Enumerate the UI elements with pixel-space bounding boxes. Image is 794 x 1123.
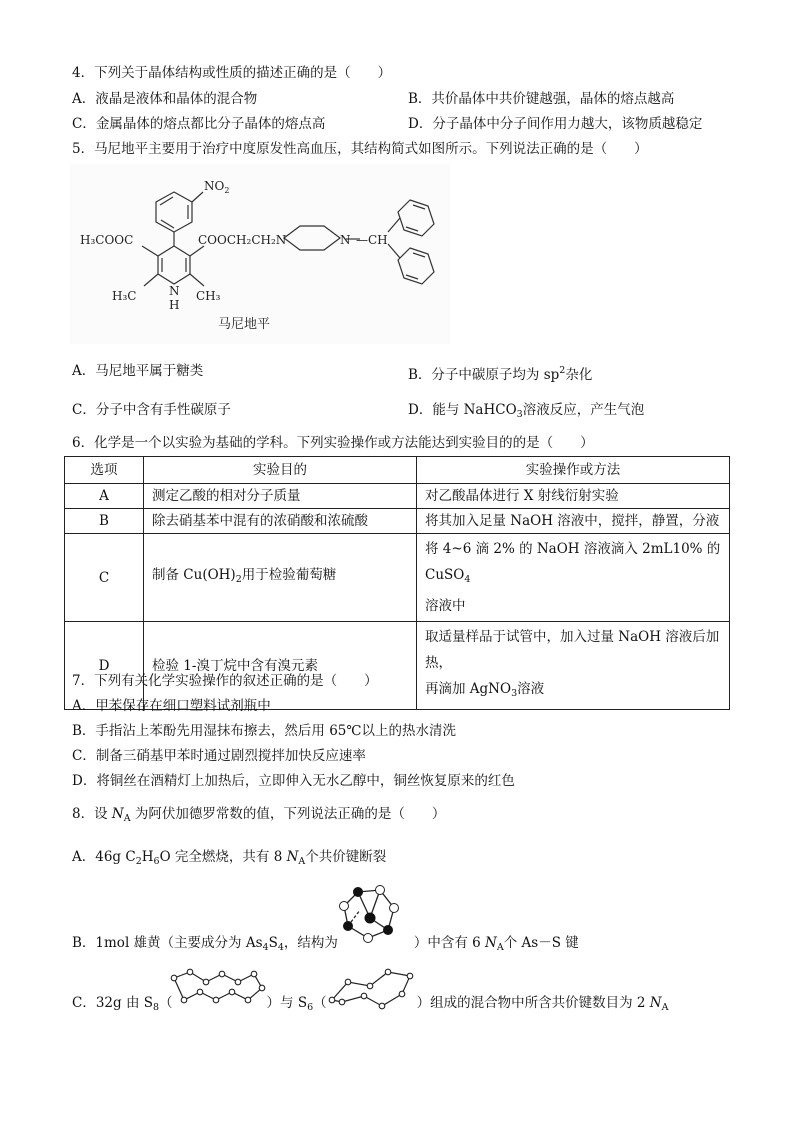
q5-option-b: B．分子中碳原子均为 $sp^2$杂化 — [408, 365, 593, 383]
row-method: 将 4~6 滴 2% 的 NaOH 溶液滴入 2mL10% 的 CuSO$_4$ 溶液中 — [417, 534, 730, 622]
q8-option-a: A．46g $C_2H_6O$ 完全燃烧，共有 8 $N_A$个共价键断裂 — [72, 849, 387, 867]
no2-label: $NO_2$ — [204, 179, 230, 195]
methyl-left-label: H₃C — [112, 289, 137, 303]
q7-stem: 7．下列有关化学实验操作的叙述正确的是（ ） — [72, 673, 378, 689]
header-option: 选项 — [65, 457, 144, 484]
row-option: A — [65, 484, 144, 509]
row-method: 对乙酸晶体进行 X 射线衍射实验 — [417, 484, 730, 509]
q8-stem: 8．设 $N_A$ 为阿伏加德罗常数的值，下列说法正确的是（ ） — [72, 806, 446, 824]
row-option: B — [65, 509, 144, 534]
q4-option-d: D．分子晶体中分子间作用力越大，该物质越稳定 — [408, 116, 703, 132]
row-goal: 制备 $Cu(OH)_2$用于检验葡萄糖 — [144, 534, 417, 622]
row-option: C — [65, 534, 144, 622]
q4-option-c: C．金属晶体的熔点都比分子晶体的熔点高 — [72, 116, 326, 132]
ch-label: —CH — [356, 233, 388, 247]
q8-option-b: B．1mol 雄黄（主要成分为 $As_4S_4$，结构为 ）中含有 6 $N_A$个 As－S 键 — [72, 935, 579, 953]
q7-option-a: A．甲苯保存在细口塑料试剂瓶中 — [72, 698, 271, 714]
nh-n-label: N — [169, 284, 180, 298]
s8-ring-figure — [168, 968, 268, 1008]
row-option: D — [65, 622, 144, 710]
ester-right-label: COOCH₂CH₂N — [198, 233, 287, 247]
structure-name: 马尼地平 — [218, 317, 271, 332]
q7-option-c: C．制备三硝基甲苯时通过剧烈搅拌加快反应速率 — [72, 748, 366, 764]
manidipine-structure-figure — [70, 164, 450, 344]
header-method: 实验操作或方法 — [417, 457, 730, 484]
piperazine-n-label: N — [340, 233, 351, 247]
realgar-structure-figure — [334, 880, 404, 950]
s6-ring-figure — [326, 966, 416, 1010]
table-row — [65, 509, 730, 534]
row-method: 取适量样品于试管中，加入过量 NaOH 溶液后加热， 再滴加 AgNO$_3$溶液 — [417, 622, 730, 710]
q8-option-c: C．32g 由 $S_8$（ ）与 $S_6$（ ）组成的混合物中所含共价键数目为 2 $N_A$ — [72, 995, 669, 1013]
table-header-row — [65, 457, 730, 484]
header-goal: 实验目的 — [144, 457, 417, 484]
table-row — [65, 484, 730, 509]
q7-option-b: B．手指沾上苯酚先用湿抹布擦去，然后用 65℃以上的热水清洗 — [72, 723, 456, 739]
q6-stem: 6．化学是一个以实验为基础的学科。下列实验操作或方法能达到实验目的的是（ ） — [72, 435, 594, 451]
q4-option-b: B．共价晶体中共价键越强，晶体的熔点越高 — [408, 91, 675, 107]
nh-h-label: H — [169, 298, 180, 312]
q5-option-d: D．能与 NaHCO$_3$溶液反应，产生气泡 — [408, 402, 645, 420]
q4-option-a: A．液晶是液体和晶体的混合物 — [72, 91, 258, 107]
table-row — [65, 534, 730, 622]
row-method: 将其加入足量 NaOH 溶液中，搅拌，静置，分液 — [417, 509, 730, 534]
q5-stem: 5．马尼地平主要用于治疗中度原发性高血压，其结构简式如图所示。下列说法正确的是（ ） — [72, 141, 648, 157]
row-goal: 检验 1-溴丁烷中含有溴元素 — [144, 622, 417, 710]
row-goal: 除去硝基苯中混有的浓硝酸和浓硫酸 — [144, 509, 417, 534]
methyl-right-label: CH₃ — [196, 289, 221, 303]
q5-option-a: A．马尼地平属于糖类 — [72, 363, 204, 379]
ester-left-label: H₃COOC — [80, 233, 134, 247]
q5-option-c: C．分子中含有手性碳原子 — [72, 402, 231, 418]
row-goal: 测定乙酸的相对分子质量 — [144, 484, 417, 509]
q4-stem: 4．下列关于晶体结构或性质的描述正确的是（ ） — [72, 65, 392, 81]
q7-option-d: D．将铜丝在酒精灯上加热后，立即伸入无水乙醇中，铜丝恢复原来的红色 — [72, 773, 515, 789]
